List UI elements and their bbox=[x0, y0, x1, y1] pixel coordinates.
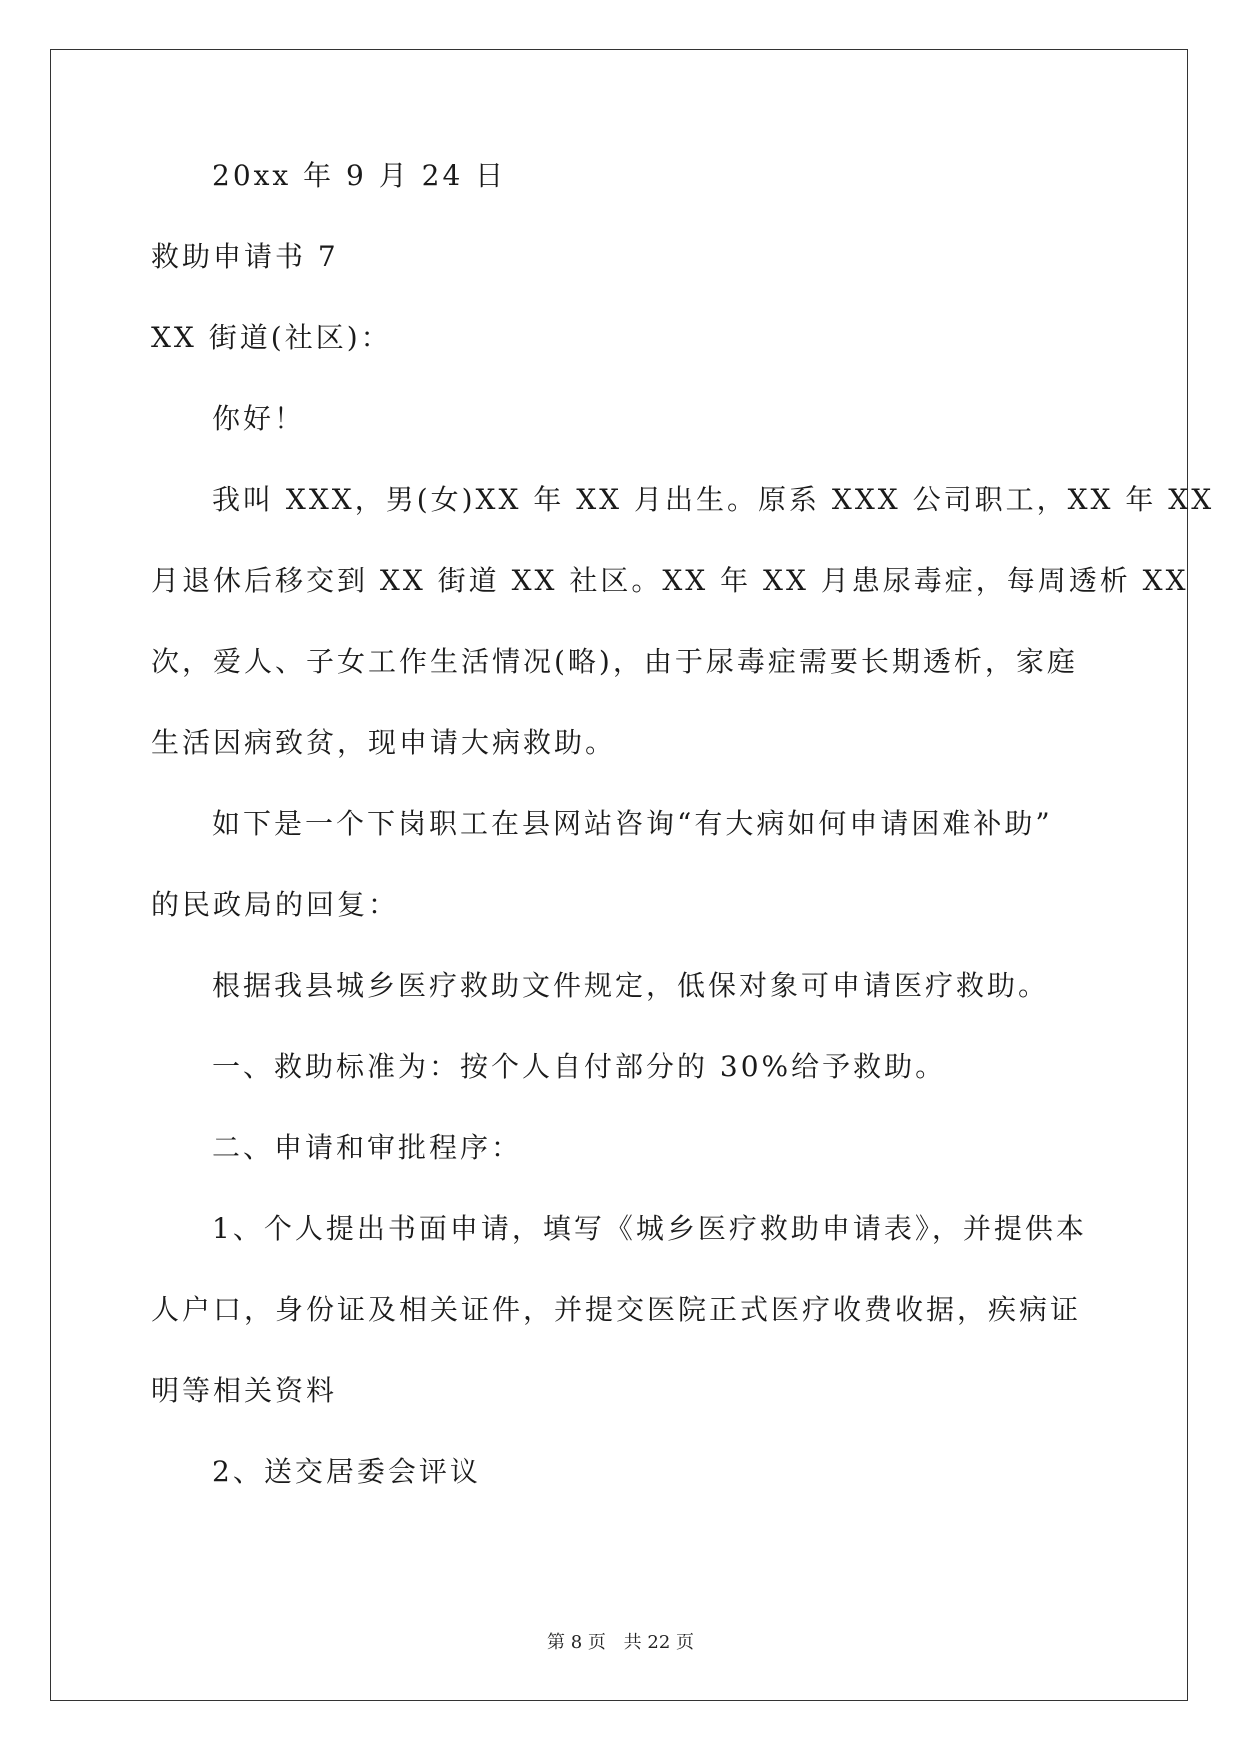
greeting: 你好！ bbox=[212, 402, 306, 435]
paragraph-line: 生活因病致贫，现申请大病救助。 bbox=[151, 726, 617, 759]
paragraph-line: 的民政局的回复： bbox=[151, 888, 400, 921]
paragraph-line: 一、救助标准为：按个人自付部分的 30%给予救助。 bbox=[212, 1050, 947, 1083]
paragraph-line: 如下是一个下岗职工在县网站咨询“有大病如何申请困难补助” bbox=[212, 807, 1053, 840]
paragraph-line: 人户口，身份证及相关证件，并提交医院正式医疗收费收据，疾病证 bbox=[151, 1293, 1082, 1326]
page-footer bbox=[0, 1631, 1241, 1655]
paragraph-line: 根据我县城乡医疗救助文件规定，低保对象可申请医疗救助。 bbox=[212, 969, 1050, 1002]
date-line: 20xx 年 9 月 24 日 bbox=[212, 159, 507, 192]
paragraph-line: 2、送交居委会评议 bbox=[212, 1455, 481, 1488]
page-total: 共 22 页 bbox=[623, 1632, 694, 1653]
page-number: 第 8 页 bbox=[547, 1632, 606, 1653]
salutation: XX 街道(社区)： bbox=[151, 321, 392, 354]
paragraph-line: 二、申请和审批程序： bbox=[212, 1131, 523, 1164]
paragraph-line: 月退休后移交到 XX 街道 XX 社区。XX 年 XX 月患尿毒症，每周透析 XX bbox=[151, 564, 1189, 597]
document-title: 救助申请书 7 bbox=[151, 240, 339, 273]
paragraph-line: 明等相关资料 bbox=[151, 1374, 338, 1407]
paragraph-line: 次，爱人、子女工作生活情况(略)，由于尿毒症需要长期透析，家庭 bbox=[151, 645, 1078, 678]
paragraph-line: 我叫 XXX，男(女)XX 年 XX 月出生。原系 XXX 公司职工，XX 年 XX bbox=[212, 483, 1215, 516]
paragraph-line: 1、个人提出书面申请，填写《城乡医疗救助申请表》，并提供本 bbox=[212, 1212, 1087, 1245]
